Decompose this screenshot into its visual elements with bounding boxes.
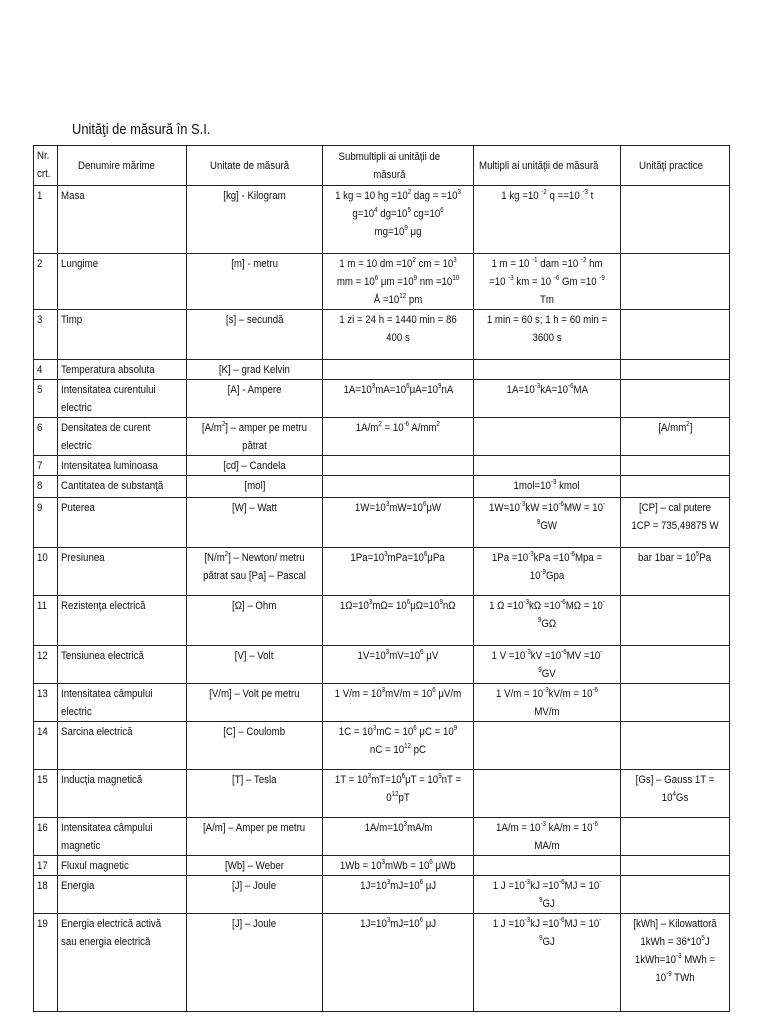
- cell-submultipli-text: $1W=10^3mW=10^6\mu W$: [354, 501, 442, 514]
- table-row: [34, 310, 730, 360]
- cell-unitate-text: [kg] - Kilogram: [223, 190, 286, 202]
- cell-submultipli-text: $1Wb = 10^3mWb = 10^6$ μWb: [340, 859, 456, 872]
- cell-unitate: [187, 380, 323, 418]
- cell-marime-text: Intensitatea câmpului electric: [61, 688, 153, 718]
- table-row: [34, 596, 730, 646]
- cell-unitati-practice: [621, 360, 730, 380]
- header-submultipli: Submultipli ai unităţii de măsură: [323, 146, 474, 186]
- cell-submultipli-text: 1 zi = 24 h = 1440 min = 86 400 s: [339, 314, 457, 344]
- cell-nr-text: 9: [37, 502, 43, 514]
- cell-submultipli-text: $1J=10^3mJ=10^6$ μJ: [360, 917, 436, 930]
- cell-multipli: [474, 596, 621, 646]
- cell-nr-text: 12: [37, 650, 48, 662]
- cell-multipli: [474, 310, 621, 360]
- cell-unitate-text: [mol]: [244, 480, 265, 492]
- cell-unitate: [187, 548, 323, 596]
- cell-multipli: [474, 186, 621, 254]
- cell-unitati-practice: [621, 548, 730, 596]
- cell-nr-text: 5: [37, 384, 43, 396]
- cell-multipli: [474, 418, 621, 456]
- cell-marime-text: Sarcina electrică: [61, 726, 133, 738]
- cell-marime: [58, 418, 187, 456]
- cell-marime: [58, 498, 187, 548]
- cell-unitati-practice: [621, 456, 730, 476]
- table-row: [34, 498, 730, 548]
- cell-multipli-text: $1mol=10^{-3}$ kmol: [513, 479, 581, 492]
- cell-marime: [58, 770, 187, 818]
- cell-multipli: [474, 684, 621, 722]
- cell-multipli-text: 1 $V =10^{-3}kV =10^{-6}MV =10^{-9}GV$: [491, 649, 603, 680]
- cell-submultipli-text: $1T = 10^3mT=10^6\mu T = 10^9nT = 0^{12}pT$: [334, 773, 462, 804]
- table-row: [34, 914, 730, 1012]
- cell-unitate: [187, 498, 323, 548]
- cell-unitate-text: [V/m] – Volt pe metru: [209, 688, 300, 700]
- cell-unitate-text: [Ω] – Ohm: [232, 600, 277, 612]
- cell-submultipli-text: 1 $V/m = 10^3mV/m = 10^6$ μV/m: [334, 687, 462, 700]
- cell-marime-text: Densitatea de curent electric: [61, 422, 151, 452]
- cell-nr: [34, 646, 58, 684]
- cell-nr: [34, 498, 58, 548]
- cell-submultipli: [323, 548, 474, 596]
- table-row: [34, 418, 730, 456]
- cell-marime-text: Intensitatea câmpului magnetic: [61, 822, 153, 852]
- table-row: [34, 186, 730, 254]
- cell-unitate: [187, 646, 323, 684]
- cell-unitati-practice-text: [kWh] – Kilowattoră $1kWh = 36*10^5J$ $1kWh=10^{-3}$ MWh = $10^{-9}$ TWh: [633, 918, 717, 984]
- cell-submultipli: [323, 722, 474, 770]
- table-body: [34, 186, 730, 1012]
- header-unitati-practice: Unităţi practice: [621, 146, 730, 186]
- cell-marime-text: Energia electrică activă sau energia electrică: [61, 918, 162, 948]
- table-row: [34, 456, 730, 476]
- cell-submultipli: [323, 646, 474, 684]
- cell-multipli-text: $1Pa =10^{-3}kPa =10^{-6}Mpa = 10^{-9}Gpa$: [491, 551, 603, 582]
- cell-unitati-practice: [621, 876, 730, 914]
- cell-submultipli: [323, 596, 474, 646]
- cell-unitate-text: $[N/m^2]$ – Newton/ metru pătrat sau [Pa] – Pascal: [203, 551, 306, 582]
- cell-nr: [34, 722, 58, 770]
- cell-unitate: [187, 818, 323, 856]
- cell-unitati-practice: [621, 722, 730, 770]
- cell-nr: [34, 548, 58, 596]
- cell-multipli: [474, 770, 621, 818]
- cell-nr: [34, 856, 58, 876]
- cell-marime: [58, 856, 187, 876]
- cell-unitate-text: [Wb] – Weber: [224, 860, 284, 872]
- cell-unitate-text: [J] – Joule: [232, 880, 277, 892]
- table-row: [34, 856, 730, 876]
- cell-nr: [34, 186, 58, 254]
- cell-marime-text: Puterea: [61, 502, 95, 514]
- document-title: Unităţi de măsură în S.I.: [72, 121, 211, 138]
- cell-unitate: [187, 914, 323, 1012]
- cell-multipli-text: 1 m = 10 $^{-1}$ dam =10 $^{-2}$ hm =10 $^{-3}$ km = 10 $^{-6}$ Gm =10 $^{-9}$ Tm: [489, 257, 605, 306]
- cell-unitate: [187, 684, 323, 722]
- cell-unitate-text: [A/m] – Amper pe metru: [203, 822, 306, 834]
- cell-marime: [58, 254, 187, 310]
- table-row: [34, 548, 730, 596]
- cell-marime-text: Masa: [61, 190, 85, 202]
- cell-submultipli: [323, 186, 474, 254]
- cell-unitati-practice: [621, 498, 730, 548]
- cell-nr-text: 6: [37, 422, 43, 434]
- table-row: [34, 770, 730, 818]
- cell-submultipli: [323, 856, 474, 876]
- cell-unitate: [187, 360, 323, 380]
- cell-marime: [58, 476, 187, 498]
- cell-multipli-text: 1 $V/m = 10^{-3}kV/m = 10^{-6}$ MV/m: [496, 687, 598, 718]
- cell-unitate: [187, 596, 323, 646]
- cell-multipli: [474, 456, 621, 476]
- cell-unitate: [187, 456, 323, 476]
- cell-marime-text: Energia: [61, 880, 95, 892]
- table-row: [34, 684, 730, 722]
- table-row: [34, 876, 730, 914]
- cell-nr: [34, 876, 58, 914]
- cell-nr: [34, 684, 58, 722]
- cell-marime-text: Inducţia magnetică: [61, 774, 143, 786]
- cell-unitate-text: [A] - Ampere: [227, 384, 282, 396]
- cell-multipli-text: 1 $\Omega =10^{-3}k\Omega =10^{-6}M\Omega = 10^{-9}G\Omega$: [489, 599, 605, 630]
- cell-submultipli-text: 1 m = 10 dm $=10^2$ cm = $10^3$ mm = $10^6$ $\mu m =10^9$ nm $=10^{10}$ Å $=10^{12}$ pm: [336, 257, 460, 306]
- cell-submultipli-text: 1 kg = 10 hg $=10^2$ dag = $=10^3$ $g=10^4$ $dg=10^5$ $cg=10^6$ $mg=10^9$ μg: [335, 189, 461, 238]
- cell-nr-text: 16: [37, 822, 48, 834]
- cell-unitate-text: [K] – grad Kelvin: [218, 364, 291, 376]
- cell-unitati-practice: [621, 684, 730, 722]
- cell-nr: [34, 310, 58, 360]
- cell-unitati-practice: [621, 186, 730, 254]
- cell-submultipli: [323, 360, 474, 380]
- cell-unitate-text: [s] – secundă: [225, 314, 284, 326]
- cell-nr-text: 14: [37, 726, 48, 738]
- cell-marime-text: Rezistenţa electrică: [61, 600, 146, 612]
- cell-unitate-text: [C] – Coulomb: [223, 726, 286, 738]
- table-row: [34, 818, 730, 856]
- cell-submultipli: [323, 498, 474, 548]
- cell-nr-text: 17: [37, 860, 48, 872]
- cell-nr-text: 18: [37, 880, 48, 892]
- cell-nr-text: 10: [37, 552, 48, 564]
- cell-unitate: [187, 310, 323, 360]
- cell-marime: [58, 876, 187, 914]
- cell-unitate: [187, 856, 323, 876]
- cell-unitati-practice: [621, 476, 730, 498]
- cell-nr-text: 3: [37, 314, 43, 326]
- cell-marime: [58, 596, 187, 646]
- cell-multipli: [474, 360, 621, 380]
- cell-submultipli: [323, 684, 474, 722]
- cell-submultipli: [323, 380, 474, 418]
- cell-unitati-practice: [621, 914, 730, 1012]
- table-header-row: [34, 146, 730, 186]
- cell-multipli: [474, 722, 621, 770]
- cell-submultipli: [323, 914, 474, 1012]
- cell-submultipli-text: $1Pa=10^3mPa=10^6\mu Pa$: [350, 551, 446, 564]
- cell-unitati-practice: [621, 418, 730, 456]
- cell-unitati-practice: [621, 856, 730, 876]
- cell-marime-text: Timp: [61, 314, 83, 326]
- cell-submultipli-text: $1A/m=10^3mA/m$: [364, 821, 432, 834]
- cell-nr: [34, 914, 58, 1012]
- cell-multipli: [474, 818, 621, 856]
- cell-nr: [34, 770, 58, 818]
- header-unitate-de-masura: Unitate de măsură: [187, 146, 323, 186]
- cell-unitati-practice-text: [Gs] – Gauss $1T = 10^4Gs$: [635, 774, 715, 804]
- cell-marime-text: Intensitatea luminoasa: [61, 460, 158, 472]
- cell-unitate: [187, 186, 323, 254]
- cell-unitate-text: [m] - metru: [231, 258, 278, 270]
- cell-nr-text: 11: [37, 600, 48, 612]
- cell-marime-text: Intensitatea curentului electric: [61, 384, 156, 414]
- cell-marime: [58, 646, 187, 684]
- cell-marime-text: Lungime: [61, 258, 99, 270]
- cell-unitate-text: [cd] – Candela: [223, 460, 286, 472]
- cell-multipli: [474, 476, 621, 498]
- cell-multipli: [474, 254, 621, 310]
- table-row: [34, 360, 730, 380]
- cell-multipli: [474, 914, 621, 1012]
- cell-submultipli-text: $1\Omega=10^3m\Omega= 10^6\mu\Omega=10^9n\Omega$: [340, 599, 456, 612]
- cell-marime-text: Tensiunea electrică: [61, 650, 144, 662]
- cell-submultipli: [323, 476, 474, 498]
- cell-nr-text: 19: [37, 918, 48, 930]
- cell-unitati-practice: [621, 254, 730, 310]
- cell-multipli-text: 1 min = 60 s; 1 h = 60 min = 3600 s: [486, 314, 608, 344]
- cell-nr: [34, 818, 58, 856]
- cell-unitati-practice: [621, 646, 730, 684]
- table-row: [34, 380, 730, 418]
- cell-unitati-practice-text: $[A/mm^2]$: [657, 421, 693, 434]
- cell-marime-text: Presiunea: [61, 552, 105, 564]
- cell-marime: [58, 914, 187, 1012]
- cell-unitate-text: [W] – Watt: [232, 502, 277, 514]
- cell-nr-text: 13: [37, 688, 48, 700]
- cell-nr-text: 7: [37, 460, 43, 472]
- cell-unitate: [187, 876, 323, 914]
- cell-marime: [58, 310, 187, 360]
- cell-marime: [58, 456, 187, 476]
- cell-unitati-practice: [621, 770, 730, 818]
- cell-multipli-text: $1A=10^{-3}kA=10^{-6}MA$: [506, 383, 588, 396]
- cell-multipli: [474, 856, 621, 876]
- cell-multipli-text: $1A/m = 10^{-3}$ $kA/m = 10^{-6}$ MA/m: [496, 821, 598, 852]
- cell-multipli-text: 1 $J =10^{-3}kJ =10^{-6}MJ = 10^{-9}GJ$: [492, 879, 602, 910]
- cell-marime: [58, 722, 187, 770]
- cell-marime: [58, 684, 187, 722]
- cell-submultipli-text: $1A/m^2 = 10^{-6}$ $A/mm^2$: [355, 421, 441, 434]
- cell-unitate: [187, 418, 323, 456]
- cell-unitate-text: [V] – Volt: [235, 650, 274, 662]
- cell-unitati-practice: [621, 818, 730, 856]
- cell-unitate-text: $[A/m^2]$ – amper pe metru pătrat: [201, 421, 308, 452]
- cell-multipli: [474, 380, 621, 418]
- cell-submultipli: [323, 254, 474, 310]
- cell-marime: [58, 548, 187, 596]
- cell-multipli-text: $1W=10^{-3}kW =10^{-6}MW = 10^{-9}GW$: [488, 501, 606, 532]
- cell-unitate-text: [J] – Joule: [232, 918, 277, 930]
- cell-multipli: [474, 498, 621, 548]
- cell-nr-text: 15: [37, 774, 48, 786]
- cell-submultipli: [323, 418, 474, 456]
- cell-nr-text: 2: [37, 258, 43, 270]
- table-row: [34, 722, 730, 770]
- cell-submultipli: [323, 876, 474, 914]
- cell-submultipli: [323, 310, 474, 360]
- cell-unitate: [187, 722, 323, 770]
- cell-unitati-practice: [621, 310, 730, 360]
- cell-submultipli-text: $1C = 10^3mC = 10^6$ $\mu C = 10^9$ nC = $10^{12}$ pC: [338, 725, 458, 756]
- cell-multipli-text: 1 $J =10^{-3}kJ =10^{-6}MJ = 10^{-9}GJ$: [492, 917, 602, 948]
- cell-nr: [34, 418, 58, 456]
- header-denumire-marime: Denumire mărime: [58, 146, 187, 186]
- cell-nr-text: 8: [37, 480, 43, 492]
- cell-marime: [58, 380, 187, 418]
- cell-unitati-practice-text: [CP] – cal putere 1CP = 735,49875 W: [631, 502, 719, 532]
- cell-unitati-practice-text: bar $1bar = 10^5Pa$: [638, 551, 712, 564]
- cell-marime: [58, 818, 187, 856]
- header-nr-crt: Nr. crt.: [34, 146, 58, 186]
- cell-nr: [34, 380, 58, 418]
- cell-marime-text: Fluxul magnetic: [61, 860, 129, 872]
- header-multipli: Multipli ai unităţii de măsură: [474, 146, 621, 186]
- cell-nr: [34, 254, 58, 310]
- units-table: [33, 145, 730, 1012]
- cell-submultipli: [323, 818, 474, 856]
- cell-marime-text: Cantitatea de substanţă: [61, 480, 164, 492]
- cell-submultipli-text: $1J=10^3mJ=10^6$ μJ: [360, 879, 436, 892]
- cell-multipli: [474, 646, 621, 684]
- table-row: [34, 646, 730, 684]
- cell-unitati-practice: [621, 380, 730, 418]
- cell-submultipli: [323, 456, 474, 476]
- cell-multipli-text: 1 kg =10 $^{-2}$ q ==10 $^{-3}$ t: [500, 189, 593, 202]
- cell-unitate: [187, 254, 323, 310]
- cell-multipli: [474, 876, 621, 914]
- cell-unitate: [187, 476, 323, 498]
- cell-marime-text: Temperatura absoluta: [61, 364, 155, 376]
- cell-submultipli-text: $1V=10^3mV=10^6$ μV: [357, 649, 439, 662]
- table-row: [34, 476, 730, 498]
- cell-nr: [34, 456, 58, 476]
- cell-marime: [58, 360, 187, 380]
- cell-submultipli: [323, 770, 474, 818]
- cell-nr: [34, 596, 58, 646]
- cell-multipli: [474, 548, 621, 596]
- cell-nr: [34, 476, 58, 498]
- cell-nr-text: 1: [37, 190, 43, 202]
- cell-unitati-practice: [621, 596, 730, 646]
- cell-submultipli-text: $1A=10^3mA=10^6\mu A=10^9nA$: [343, 383, 453, 396]
- cell-nr: [34, 360, 58, 380]
- cell-unitate: [187, 770, 323, 818]
- cell-nr-text: 4: [37, 364, 43, 376]
- table-row: [34, 254, 730, 310]
- cell-marime: [58, 186, 187, 254]
- cell-unitate-text: [T] – Tesla: [232, 774, 277, 786]
